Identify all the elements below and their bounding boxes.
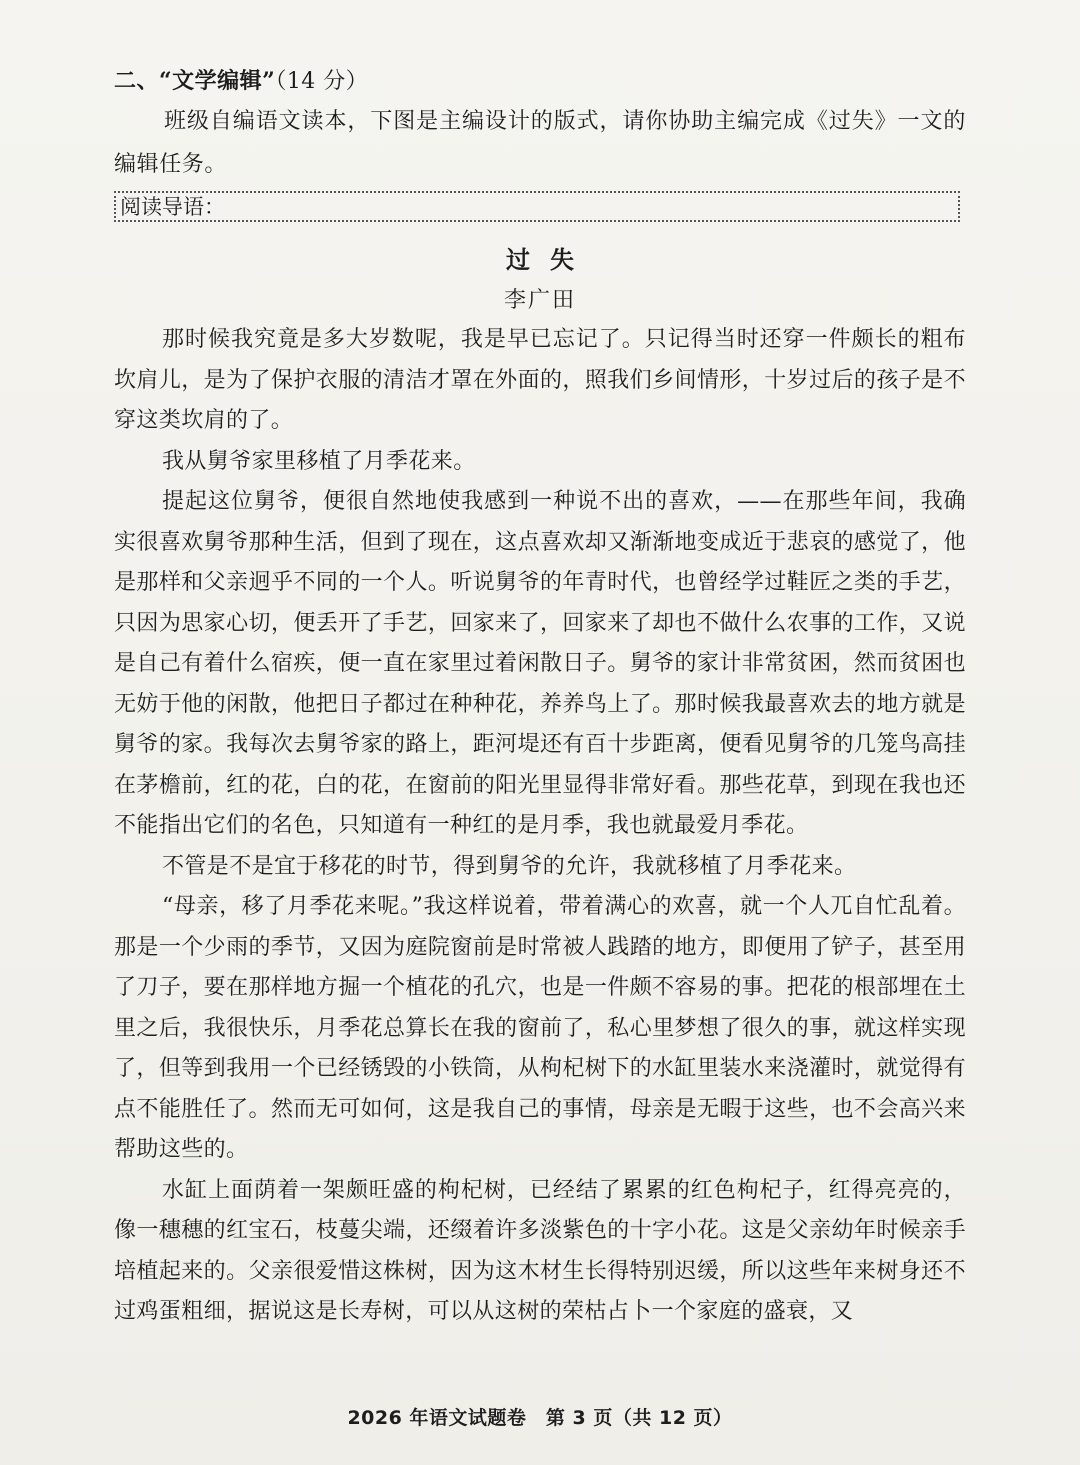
section-score: （14 分） [275, 69, 369, 94]
article-paragraph: 提起这位舅爷，便很自然地使我感到一种说不出的喜欢，——在那些年间，我确实很喜欢舅爷那种生活，但到了现在，这点喜欢却又渐渐地变成近于悲哀的感觉了，他是那样和父亲迥乎不同的一个人。听说舅爷的年青时代，也曾经学过鞋匠之类的手艺，只因为思家心切，便丢开了手艺，回家来了，回家来了却也不做什么农事的工作，又说是自己有着什么宿疾，便一直在家里过着闲散日子。舅爷的家计非常贫困，然而贫困也无妨于他的闲散，他把日子都过在种种花，养养鸟上了。那时候我最喜欢去的地方就是舅爷的家。我每次去舅爷家的路上，距河堤还有百十步距离，便看见舅爷的几笼鸟高挂在茅檐前，红的花，白的花，在窗前的阳光里显得非常好看。那些花草，到现在我也还不能指出它们的名色，只知道有一种红的是月季，我也就最爱月季花。 [114, 489, 966, 838]
article-paragraph: 那时候我究竟是多大岁数呢，我是早已忘记了。只记得当时还穿一件颇长的粗布坎肩儿，是为了保护衣服的清洁才罩在外面的，照我们乡间情形，十岁过后的孩子是不穿这类坎肩的了。 [114, 327, 966, 433]
section-heading-title: 二、“文学编辑” [114, 68, 276, 94]
page-footer: 2026 年语文试题卷 第 3 页（共 12 页） [347, 1407, 733, 1429]
article-paragraph: “母亲，移了月季花来呢。”我这样说着，带着满心的欢喜，就一个人兀自忙乱着。那是一个少雨的季节，又因为庭院窗前是时常被人践踏的地方，即便用了铲子，甚至用了刀子，要在那样地方掘一个植花的孔穴，也是一件颇不容易的事。把花的根部埋在土里之后，我很快乐，月季花总算长在我的窗前了，私心里梦想了很久的事，就这样实现了，但等到我用一个已经锈毁的小铁筒，从枸杞树下的水缸里装水来浇灌时，就觉得有点不能胜任了。然而无可如何，这是我自己的事情，母亲是无暇于这些，也不会高兴来帮助这些的。 [114, 894, 966, 1162]
article-author: 李广田 [503, 288, 576, 313]
task-instructions: 班级自编语文读本，下图是主编设计的版式，请你协助主编完成《过失》一文的编辑任务。 [114, 109, 966, 177]
article-paragraph: 不管是不是宜于移花的时节，得到舅爷的允许，我就移植了月季花来。 [162, 853, 857, 879]
reading-guide-box[interactable] [114, 191, 960, 222]
reading-guide-label: 阅读导语： [120, 195, 225, 219]
section-heading [114, 64, 368, 95]
article-title: 过失 [506, 245, 594, 274]
article-paragraph: 我从舅爷家里移植了月季花来。 [162, 448, 476, 474]
article-paragraph: 水缸上面荫着一架颇旺盛的枸杞树，已经结了累累的红色枸杞子，红得亮亮的，像一穗穗的红宝石，枝蔓尖端，还缀着许多淡紫色的十字小花。这是父亲幼年时候亲手培植起来的。父亲很爱惜这株树，因为这木材生长得特别迟缓，所以这些年来树身还不过鸡蛋粗细，据说这是长寿树，可以从这树的荣枯占卜一个家庭的盛衰，又 [114, 1177, 966, 1324]
article-body [114, 320, 966, 1333]
